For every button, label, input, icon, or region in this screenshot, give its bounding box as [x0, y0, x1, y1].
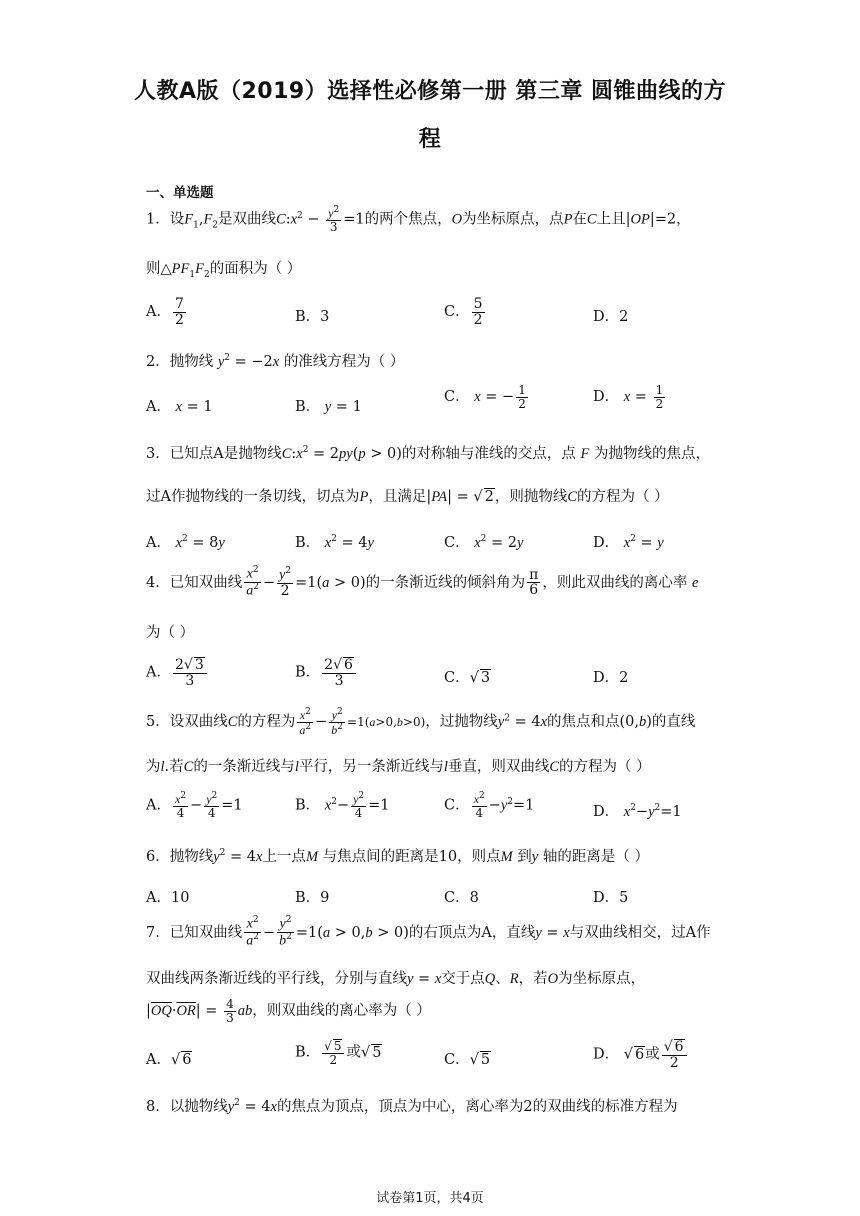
question-1-line-2: 则$\triangle PF_1F_2$的面积为（ ）: [146, 261, 302, 280]
question-8: 8．以抛物线$y^2 = 4x$的焦点为顶点，顶点为中心，离心率为2的双曲线的标准方程为: [146, 1098, 678, 1115]
question-7-line-3: $|\overline{OQ}\cdot\overline{OR}|$ = $\frac{4}{3}$ ab，则双曲线的离心率为（ ）: [146, 997, 431, 1025]
q5-option-b[interactable]: B． $x^2-$ $\frac{y^2}{4}$ =1: [295, 791, 390, 820]
question-3-line-2: 过A作抛物线的一条切线，切点为P，且满足|PA| = √ 2，则抛物线C的方程为（ ）: [146, 489, 669, 505]
q7-option-b[interactable]: B． $\frac{√ 5}{2}$ 或√ 5: [295, 1039, 382, 1067]
page-title: 人教A版（2019）选择性必修第一册 第三章 圆锥曲线的方: [133, 79, 727, 104]
q4-option-a[interactable]: A． $\frac{2√ 3}{3}$: [146, 657, 209, 688]
q3-option-a[interactable]: A． $x^2 = 8y$: [146, 534, 225, 551]
q4-option-d[interactable]: D．2: [593, 670, 629, 686]
q1-option-c[interactable]: C． $\frac{5}{2}$: [444, 296, 483, 328]
q7-option-a[interactable]: A．√ 6: [146, 1052, 192, 1068]
question-6: 6．抛物线$y^2 = 4x$上一点M 与焦点间的距离是10，则点M 到y 轴的距离是（ ）: [146, 848, 649, 865]
q1-option-b[interactable]: B．3: [295, 309, 330, 325]
page-footer: 试卷第1页，共4页: [376, 1191, 484, 1206]
q4-option-c[interactable]: C．√ 3: [444, 670, 491, 686]
q2-option-d[interactable]: D． x = $\frac{1}{2}$: [593, 383, 664, 411]
q5-option-c[interactable]: C． $\frac{x^2}{4}$ $-y^2=1$: [444, 791, 535, 820]
q7-option-c[interactable]: C．√ 5: [444, 1052, 491, 1068]
question-5-line-1: 5．设双曲线C的方程为 $\frac{x^2}{a^2}$ − $\frac{y^2}{b^2}$ =1(a>0,b>0)，过抛物线$y^2 = 4x$的焦点和点(0,b)的直线: [146, 707, 696, 737]
q6-option-d[interactable]: D．5: [593, 890, 629, 906]
q7-option-d[interactable]: D． √ 6或 $\frac{√ 6}{2}$: [593, 1039, 689, 1070]
section-heading: 一、单选题: [146, 185, 214, 201]
q1-option-d[interactable]: D．2: [593, 309, 629, 325]
q6-option-c[interactable]: C．8: [444, 890, 479, 906]
question-4-line-2: 为（ ）: [146, 625, 195, 641]
q5-option-a[interactable]: A． $\frac{x^2}{4}$ − $\frac{y^2}{4}$ =1: [146, 791, 243, 820]
q6-option-a[interactable]: A．10: [146, 890, 190, 906]
question-7-line-2: 双曲线两条渐近线的平行线，分别与直线y = x交于点Q、R，若O为坐标原点，: [146, 971, 646, 987]
q2-option-c[interactable]: C． x = − $\frac{1}{2}$: [444, 383, 526, 411]
page-title-continued: 程: [418, 127, 442, 152]
question-3-line-1: 3．已知点A是抛物线$C:x^2 = 2py(p > 0)$的对称轴与准线的交点，点 F 为抛物线的焦点，: [146, 445, 710, 462]
q6-option-b[interactable]: B．9: [295, 890, 330, 906]
question-1-line-1: 1．设$F_1,F_2$是双曲线$C:x^2$ − $\frac{y^2}{3}$ =1的两个焦点，O为坐标原点，点P在C上且|OP|=2，: [146, 205, 691, 234]
question-5-line-2: 为l.若C的一条渐近线与l平行，另一条渐近线与l垂直，则双曲线C的方程为（ ）: [146, 759, 651, 775]
q3-option-d[interactable]: D． $x^2 = y$: [593, 534, 664, 551]
q5-option-d[interactable]: D． $x^2-y^2=1$: [593, 803, 682, 820]
question-7-line-1: 7．已知双曲线 $\frac{x^2}{a^2}$ − $\frac{y^2}{b^2}$ =1(a > 0,b > 0)的右顶点为A，直线y = x与双曲线相交，过A作: [146, 915, 711, 949]
question-2: 2．抛物线 $y^2 = -2x$ 的准线方程为（ ）: [146, 353, 405, 370]
q4-option-b[interactable]: B． $\frac{2√ 6}{3}$: [295, 657, 358, 688]
question-4-line-1: 4．已知双曲线 $\frac{x^2}{a^2}$ − $\frac{y^2}{2}$ =1(a > 0)的一条渐近线的倾斜角为 $\frac{\pi}{6}$ ，则此双曲线的离心率 e: [146, 565, 699, 600]
q3-option-c[interactable]: C． $x^2 = 2y$: [444, 534, 524, 551]
q2-option-b[interactable]: B． y = 1: [295, 399, 362, 415]
q2-option-a[interactable]: A． x = 1: [146, 399, 213, 415]
q1-option-a[interactable]: A． $\frac{7}{2}$: [146, 296, 184, 328]
q3-option-b[interactable]: B． $x^2 = 4y$: [295, 534, 374, 551]
